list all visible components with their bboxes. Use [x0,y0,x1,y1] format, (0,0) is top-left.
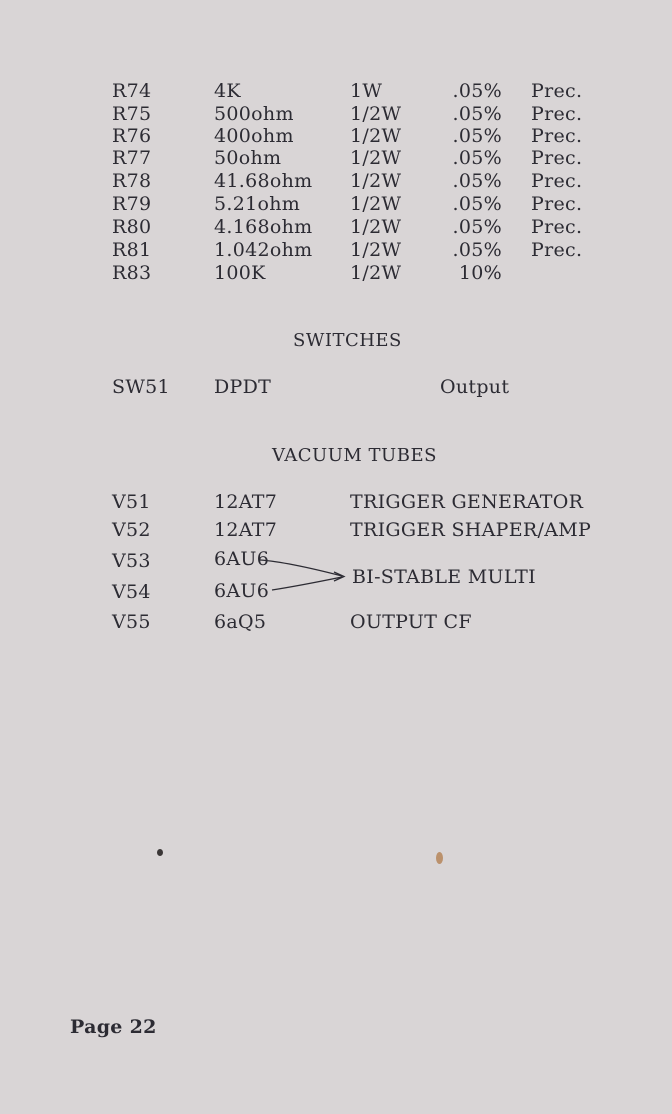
resistor-tolerance: 10% [458,262,502,284]
tube-ref: V55 [112,611,151,633]
tube-type: 12AT7 [214,491,278,513]
switch-ref: SW51 [112,376,170,398]
resistor-value: 4.168ohm [214,216,313,238]
tube-ref: V53 [112,550,151,572]
stain-spot [436,852,443,864]
resistor-tolerance: .05% [452,216,502,238]
resistor-tolerance: .05% [452,193,502,215]
resistor-note: Prec. [531,216,583,238]
resistor-tolerance: .05% [452,170,502,192]
tube-type: 6AU6 [214,548,270,570]
tube-ref: V52 [112,519,151,541]
tube-function: TRIGGER SHAPER/AMP [350,519,592,541]
page-number: Page 22 [70,1016,157,1038]
resistor-value: 100K [214,262,266,284]
resistor-value: 50ohm [214,147,282,169]
resistor-value: 400ohm [214,125,294,147]
resistor-ref: R79 [112,193,152,215]
resistor-power: 1/2W [350,170,402,192]
resistor-note: Prec. [531,239,583,261]
resistor-tolerance: .05% [452,80,502,102]
tube-type: 6aQ5 [214,611,267,633]
resistor-ref: R75 [112,103,152,125]
switch-function: Output [440,376,510,398]
resistor-power: 1/2W [350,125,402,147]
resistor-note: Prec. [531,80,583,102]
converging-arrow-icon [258,556,350,596]
resistor-tolerance: .05% [452,125,502,147]
resistor-power: 1W [350,80,383,102]
resistor-power: 1/2W [350,239,402,261]
tube-ref: V54 [112,581,151,603]
resistor-value: 41.68ohm [214,170,313,192]
ink-spot [157,849,163,856]
resistor-note: Prec. [531,147,583,169]
resistor-value: 5.21ohm [214,193,301,215]
tube-type: 6AU6 [214,580,270,602]
resistor-ref: R74 [112,80,152,102]
resistor-power: 1/2W [350,193,402,215]
resistor-ref: R83 [112,262,152,284]
resistor-ref: R81 [112,239,152,261]
resistor-note: Prec. [531,125,583,147]
resistor-value: 4K [214,80,241,102]
resistor-power: 1/2W [350,262,402,284]
resistor-note: Prec. [531,170,583,192]
resistor-ref: R80 [112,216,152,238]
tube-function: TRIGGER GENERATOR [350,491,584,513]
resistor-power: 1/2W [350,103,402,125]
resistor-ref: R77 [112,147,152,169]
switch-type: DPDT [214,376,272,398]
resistor-tolerance: .05% [452,103,502,125]
resistor-value: 1.042ohm [214,239,313,261]
resistor-note: Prec. [531,103,583,125]
resistor-power: 1/2W [350,147,402,169]
resistor-value: 500ohm [214,103,294,125]
resistor-tolerance: .05% [452,239,502,261]
tube-function: OUTPUT CF [350,611,472,633]
resistor-note: Prec. [531,193,583,215]
resistor-ref: R78 [112,170,152,192]
resistor-power: 1/2W [350,216,402,238]
resistor-ref: R76 [112,125,152,147]
tubes-heading: VACUUM TUBES [272,445,437,466]
switches-heading: SWITCHES [293,330,402,351]
tube-type: 12AT7 [214,519,278,541]
tube-ref: V51 [112,491,151,513]
shared-tube-function: BI-STABLE MULTI [352,566,536,588]
resistor-tolerance: .05% [452,147,502,169]
